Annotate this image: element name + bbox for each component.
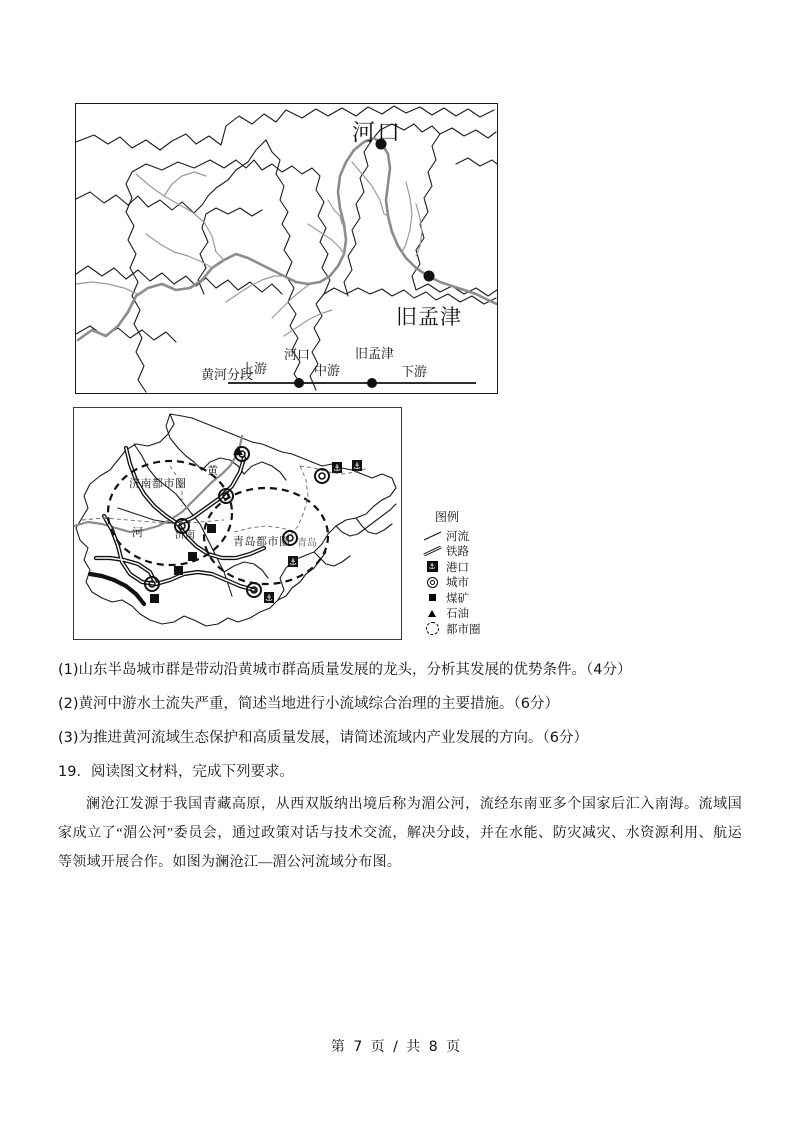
question-19-body: 澜沧江发源于我国青藏高原，从西双版纳出境后称为湄公河，流经东南亚多个国家后汇入南海。流域国家成立了“湄公河”委员会，通过政策对话与技术交流，解决分歧，并在水能、防灾减灾、水资源利用、航运等领域开展合作。如图为澜沧江—湄公河流域分布图。 (58, 797, 742, 870)
legend-label-railway: 铁路 (446, 544, 469, 559)
oil-triangle-icon (421, 610, 443, 617)
map-label-mengjin-small: 旧孟津 (355, 347, 395, 362)
segment-point-hekou (294, 378, 304, 388)
legend-item-oil (421, 606, 516, 622)
shandong-map-graphic (74, 408, 401, 639)
legend-title: 图例 (435, 510, 460, 524)
question-19-heading: 19．阅读图文材料，完成下列要求。 (58, 764, 294, 780)
legend-item-port (421, 559, 516, 575)
map-legend (421, 508, 516, 637)
map-label-jinan-metro-circle: 济南都市圈 (129, 477, 187, 490)
map-label-old-mengjin: 旧孟津 (396, 305, 462, 329)
page-footer: 第 7 页 / 共 8 页 (330, 1039, 463, 1055)
legend-item-railway (421, 544, 516, 560)
coal-square-icon (421, 594, 443, 601)
city-circle-icon (421, 577, 443, 588)
yellow-river-map (75, 103, 498, 394)
svg-text:⚓: ⚓ (332, 464, 342, 474)
map-label-river-huang: 黄 (207, 464, 218, 477)
legend-item-metro-circle (421, 621, 516, 637)
map-label-hekou: 河口 (352, 120, 402, 146)
dashed-circle-icon (421, 622, 443, 635)
question-18-sub-3: (3)为推进黄河流域生态保护和高质量发展，请简述流域内产业发展的方向。（6分） (58, 730, 589, 746)
legend-item-coal (421, 590, 516, 606)
legend-item-river (421, 528, 516, 544)
svg-text:⚓: ⚓ (288, 558, 298, 568)
legend-item-city (421, 575, 516, 591)
question-18-sub-1: (1)山东半岛城市群是带动沿黄城市群高质量发展的龙头，分析其发展的优势条件。（4分） (58, 662, 632, 678)
map-label-hekou-small: 河口 (284, 348, 311, 363)
map-label-middle-reach: 中游 (314, 364, 341, 379)
anchor-icon: ⚓ (428, 561, 436, 571)
river-line-icon (421, 531, 443, 541)
map-label-qingdao-metro-circle: 青岛都市圈 (233, 535, 291, 548)
svg-text:⚓: ⚓ (352, 462, 362, 472)
legend-label-oil: 石油 (446, 606, 469, 621)
railway-line-icon (421, 546, 443, 556)
map-label-river-he: 河 (132, 526, 143, 539)
segment-point-mengjin (367, 378, 377, 388)
map-label-upper-reach: 上游 (241, 362, 268, 377)
legend-label-port: 港口 (446, 559, 469, 574)
map-label-lower-reach: 下游 (401, 365, 428, 380)
legend-label-coal: 煤矿 (446, 590, 469, 605)
map-label-qingdao-city: 青岛 (297, 538, 317, 549)
map-label-river-segments: 黄河分段 (201, 368, 254, 383)
shandong-city-cluster-map (73, 407, 402, 640)
map-point-mengjin (424, 271, 435, 282)
legend-label-metro-circle: 都市圈 (446, 621, 481, 636)
legend-label-city: 城市 (446, 575, 469, 590)
svg-text:⚓: ⚓ (264, 594, 274, 604)
question-18-sub-2: (2)黄河中游水土流失严重，简述当地进行小流域综合治理的主要措施。（6分） (58, 696, 560, 712)
map-label-jinan-city: 济南 (175, 530, 195, 541)
legend-label-river: 河流 (446, 528, 469, 543)
